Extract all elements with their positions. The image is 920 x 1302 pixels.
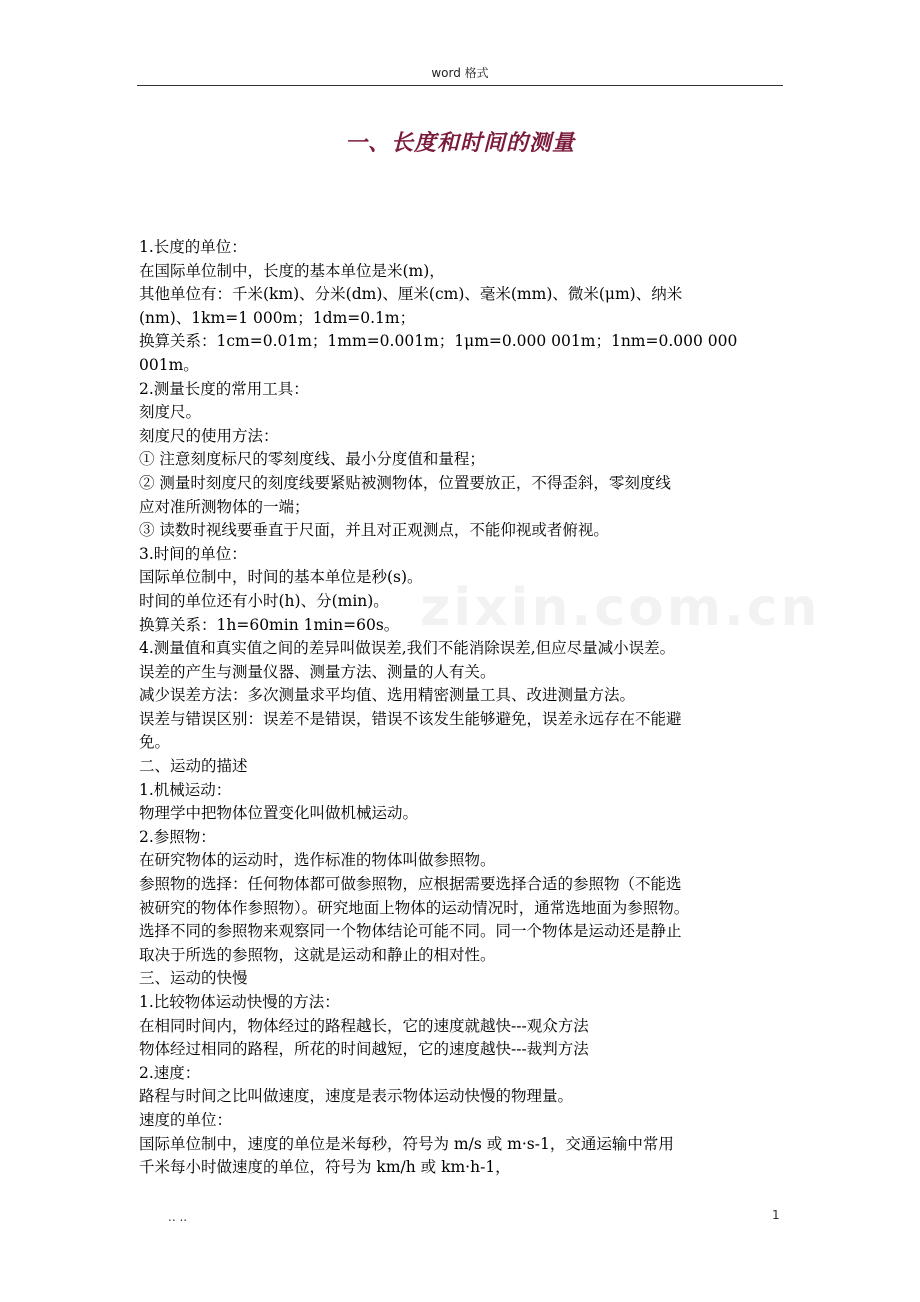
text-line: 时间的单位还有小时(h)、分(min)。 bbox=[139, 591, 389, 610]
text-line: 取决于所选的参照物，这就是运动和静止的相对性。 bbox=[139, 945, 496, 964]
text-line: 免。 bbox=[139, 733, 171, 752]
text-line: 误差与错误区别：误差不是错误，错误不该发生能够避免，误差永远存在不能避 bbox=[139, 709, 682, 728]
text-line: 2.参照物： bbox=[139, 827, 216, 846]
text-line: 2.测量长度的常用工具： bbox=[139, 379, 309, 398]
text-line: 4.测量值和真实值之间的差异叫做误差,我们不能消除误差,但应尽量减小误差。 bbox=[139, 639, 676, 658]
text-line: (nm)、1km=1 000m；1dm=0.1m； bbox=[139, 308, 416, 327]
text-line: 被研究的物体作参照物）。研究地面上物体的运动情况时，通常选地面为参照物。 bbox=[139, 898, 690, 917]
text-line: 速度的单位： bbox=[139, 1110, 233, 1129]
text-line: 国际单位制中，时间的基本单位是秒(s)。 bbox=[139, 568, 423, 587]
document-title: 一、长度和时间的测量 bbox=[344, 131, 575, 156]
text-line: 在国际单位制中，长度的基本单位是米(m)， bbox=[139, 261, 445, 280]
page-number: 1 bbox=[772, 1208, 780, 1222]
text-line: 应对准所测物体的一端； bbox=[139, 497, 310, 516]
text-line: 物理学中把物体位置变化叫做机械运动。 bbox=[139, 804, 419, 823]
text-line: 二、运动的描述 bbox=[139, 757, 248, 776]
text-line: 换算关系：1cm=0.01m；1mm=0.001m；1μm=0.000 001m；1nm=0.000 000 001m。 bbox=[139, 332, 743, 374]
text-line: 1.比较物体运动快慢的方法： bbox=[139, 993, 340, 1011]
footer-dots: .. .. bbox=[168, 1210, 188, 1224]
text-line: 减少误差方法：多次测量求平均值、选用精密测量工具、改进测量方法。 bbox=[139, 686, 636, 705]
text-line: 误差的产生与测量仪器、测量方法、测量的人有关。 bbox=[139, 662, 496, 681]
text-line: ① 注意刻度标尺的零刻度线、最小分度值和量程； bbox=[139, 450, 485, 469]
text-line: ③ 读数时视线要垂直于尺面，并且对正观测点，不能仰视或者俯视。 bbox=[139, 521, 609, 540]
text-line: 物体经过相同的路程，所花的时间越短，它的速度越快---裁判方法 bbox=[139, 1040, 589, 1059]
text-line: 在相同时间内，物体经过的路程越长，它的速度就越快---观众方法 bbox=[139, 1016, 589, 1035]
text-line: 3.时间的单位： bbox=[139, 544, 247, 563]
text-line: 选择不同的参照物来观察同一个物体结论可能不同。同一个物体是运动还是静止 bbox=[139, 922, 682, 941]
text-line: ② 测量时刻度尺的刻度线要紧贴被测物体，位置要放正，不得歪斜，零刻度线 bbox=[139, 473, 671, 492]
header-rule bbox=[137, 85, 783, 86]
text-line: 在研究物体的运动时，选作标准的物体叫做参照物。 bbox=[139, 851, 496, 870]
text-line: 参照物的选择：任何物体都可做参照物，应根据需要选择合适的参照物（不能选 bbox=[139, 875, 682, 894]
watermark: zixin.com.cn bbox=[420, 578, 821, 638]
text-line: 千米每小时做速度的单位，符号为 km/h 或 km·h-1， bbox=[139, 1158, 511, 1177]
text-line: 刻度尺的使用方法： bbox=[139, 426, 279, 445]
text-line: 1.长度的单位： bbox=[139, 238, 247, 256]
text-line: 1.机械运动： bbox=[139, 780, 232, 799]
text-line: 2.速度： bbox=[139, 1063, 201, 1082]
text-line: 路程与时间之比叫做速度，速度是表示物体运动快慢的物理量。 bbox=[139, 1087, 574, 1106]
text-line: 刻度尺。 bbox=[139, 403, 202, 422]
text-line: 国际单位制中，速度的单位是米每秒，符号为 m/s 或 m·s-1，交通运输中常用 bbox=[139, 1134, 674, 1153]
text-line: 换算关系：1h=60min 1min=60s。 bbox=[139, 615, 400, 634]
text-line: 其他单位有：千米(km)、分米(dm)、厘米(cm)、毫米(mm)、微米(μm)、纳米 bbox=[139, 285, 683, 304]
document-body bbox=[139, 236, 787, 1180]
text-line: 三、运动的快慢 bbox=[139, 969, 248, 988]
page-header: word 格式 bbox=[431, 66, 489, 80]
